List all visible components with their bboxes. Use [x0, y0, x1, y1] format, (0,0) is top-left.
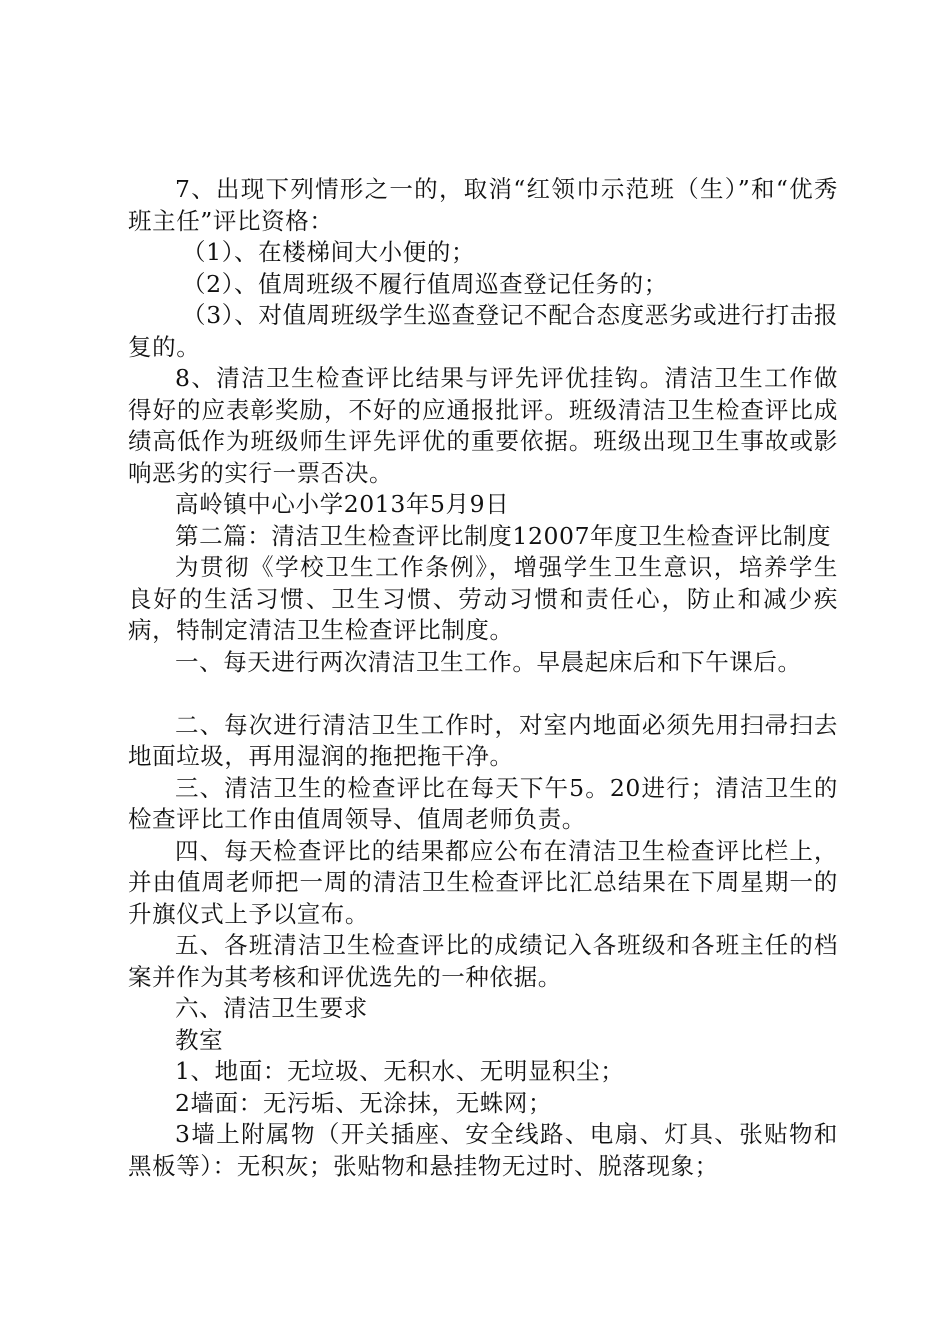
paragraph-section-5: 五、各班清洁卫生检查评比的成绩记入各班级和各班主任的档案并作为其考核和评优选先的一种依据。: [128, 931, 838, 991]
paragraph-sub-2: （2）、值周班级不履行值周巡查登记任务的；: [182, 269, 668, 298]
paragraph-classroom: 教室: [175, 1025, 224, 1054]
paragraph-intro: 为贯彻《学校卫生工作条例》，增强学生卫生意识，培养学生良好的生活习惯、卫生习惯、劳动习惯和责任心，防止和减少疾病，特制定清洁卫生检查评比制度。: [128, 553, 838, 644]
paragraph-second-title: 第二篇：清洁卫生检查评比制度12007年度卫生检查评比制度: [175, 521, 832, 550]
paragraph-sub-1: （1）、在楼梯间大小便的；: [182, 238, 476, 266]
paragraph-wall-fixtures: 3墙上附属物（开关插座、安全线路、电扇、灯具、张贴物和黑板等）：无积灰；张贴物和悬挂物无过时、脱落现象；: [128, 1120, 838, 1180]
paragraph-item-8: 8、清洁卫生检查评比结果与评先评优挂钩。清洁卫生工作做得好的应表彰奖励，不好的应通报批评。班级清洁卫生检查评比成绩高低作为班级师生评先评优的重要依据。班级出现卫生事故或影响恶劣的实行一票否决。: [128, 364, 838, 487]
document-body: [128, 174, 838, 1182]
paragraph-section-6: 六、清洁卫生要求: [175, 994, 368, 1022]
paragraph-sub-3: （3）、对值周班级学生巡查登记不配合态度恶劣或进行打击报复的。: [128, 301, 838, 361]
paragraph-wall: 2墙面：无污垢、无涂抹，无蛛网；: [175, 1088, 553, 1117]
paragraph-section-1: 一、每天进行两次清洁卫生工作。早晨起床后和下午课后。: [175, 647, 802, 676]
paragraph-floor: 1、地面：无垃圾、无积水、无明显积尘；: [175, 1057, 625, 1085]
paragraph-section-4: 四、每天检查评比的结果都应公布在清洁卫生检查评比栏上，并由值周老师把一周的清洁卫生检查评比汇总结果在下周星期一的升旗仪式上予以宣布。: [128, 836, 838, 928]
paragraph-item-7: 7、出现下列情形之一的，取消“红领巾示范班（生）”和“优秀班主任”评比资格：: [128, 175, 838, 235]
paragraph-signature: 高岭镇中心小学2013年5月9日: [175, 490, 510, 518]
paragraph-section-2: 二、每次进行清洁卫生工作时，对室内地面必须先用扫帚扫去地面垃圾，再用湿润的拖把拖干净。: [128, 710, 838, 770]
blank-line: [128, 678, 838, 710]
paragraph-section-3: 三、清洁卫生的检查评比在每天下午5。20进行；清洁卫生的检查评比工作由值周领导、值周老师负责。: [128, 773, 838, 833]
